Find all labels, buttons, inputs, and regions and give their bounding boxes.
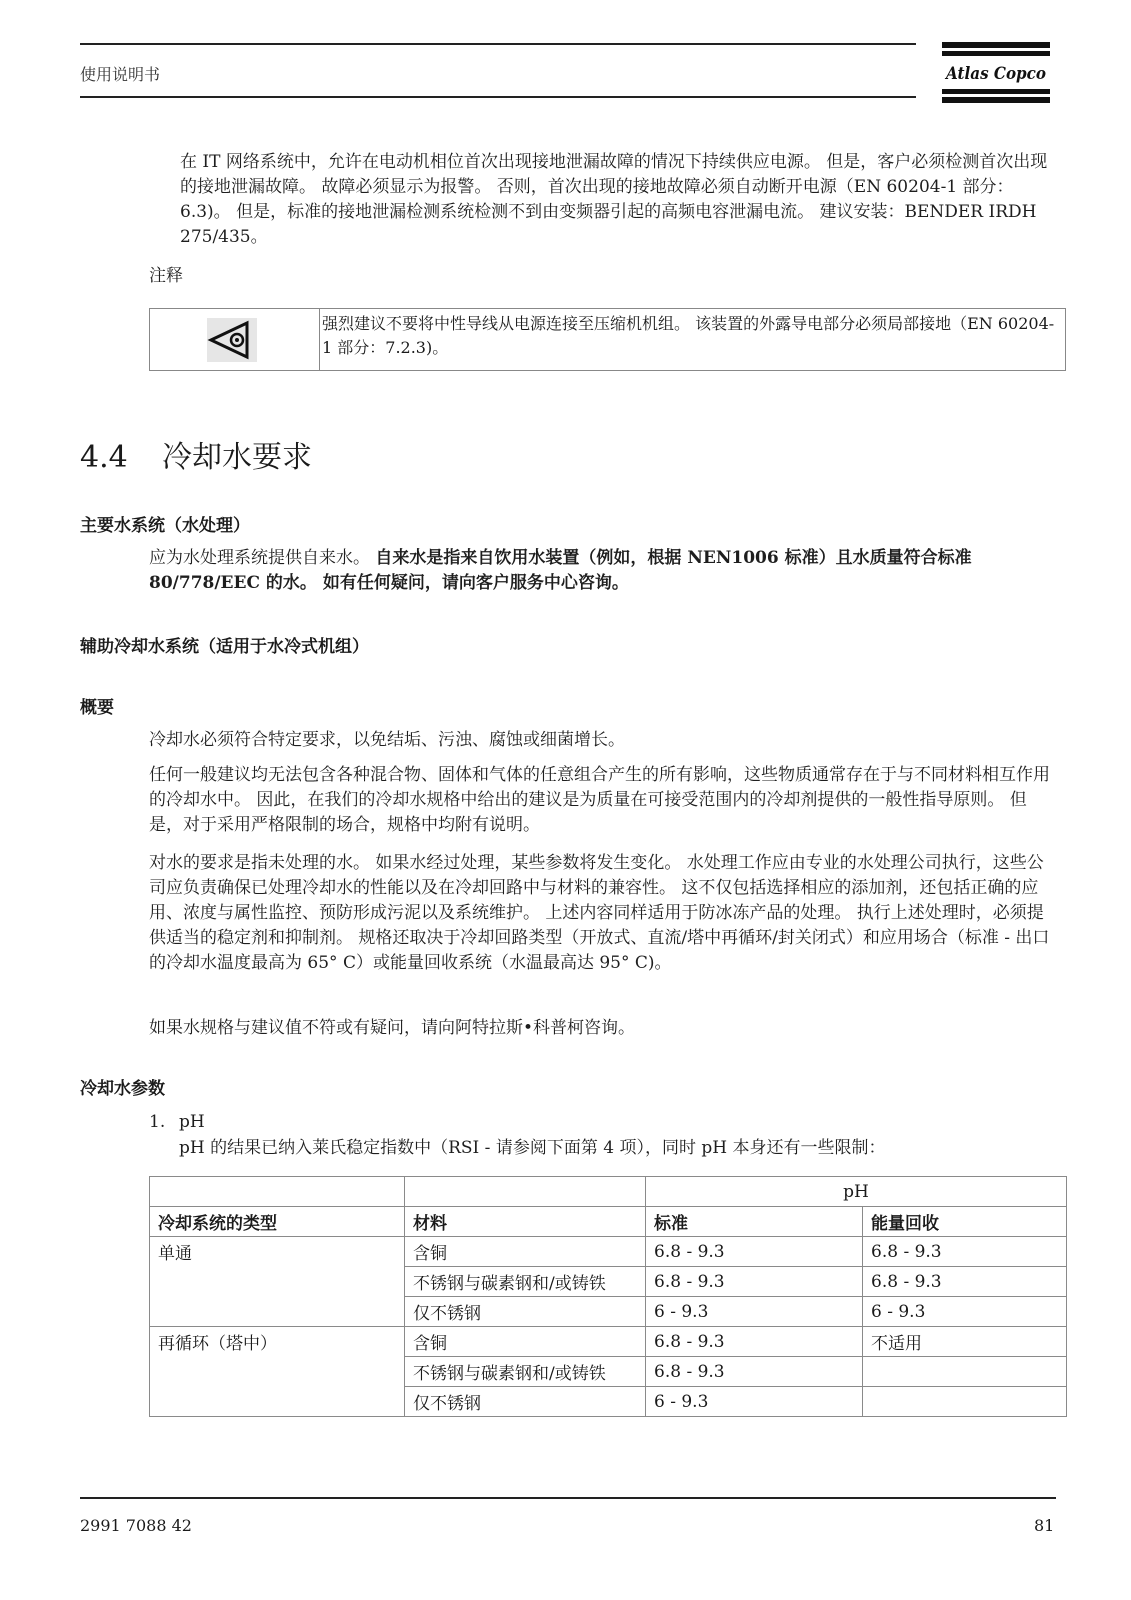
- recovery-cell: 不适用: [863, 1327, 1067, 1357]
- recovery-cell: [863, 1357, 1067, 1387]
- standard-cell: 6 - 9.3: [646, 1297, 863, 1327]
- header-bottom-rule: [80, 96, 916, 98]
- main-water-text: 应为水处理系统提供自来水。: [149, 548, 376, 568]
- overview-heading: 概要: [80, 698, 114, 718]
- standard-cell: 6 - 9.3: [646, 1387, 863, 1417]
- aux-water-heading: 辅助冷却水系统（适用于水冷式机组）: [80, 637, 369, 657]
- table-row: [150, 1237, 1067, 1267]
- recovery-cell: 6.8 - 9.3: [863, 1267, 1067, 1297]
- material-cell: 不锈钢与碳素钢和/或铸铁: [405, 1357, 646, 1387]
- material-cell: 仅不锈钢: [405, 1387, 646, 1417]
- main-water-bold-text: 自来水是指来自饮用水装置（例如，根据 NEN1006 标准）且水质量符合标准 80/778/EEC 的水。 如有任何疑问，请向客户服务中心咨询。: [149, 548, 972, 593]
- intro-paragraph: 在 IT 网络系统中，允许在电动机相位首次出现接地泄漏故障的情况下持续供应电源。 但是，客户必须检测首次出现的接地泄漏故障。 故障必须显示为报警。 否则，首次出现的接地故障必须自动断开电源（EN 60204-1 部分：6.3)。 但是，标准的接地泄漏检测系统检测不到由变频器引起的高频电容泄漏电流。 建议安装：BENDER IRDH 275/435。: [180, 152, 1048, 247]
- section-title: 冷却水要求: [162, 440, 312, 475]
- table-cell: [150, 1177, 405, 1207]
- overview-paragraph-2: 任何一般建议均无法包含各种混合物、固体和气体的任意组合产生的所有影响，这些物质通常存在于与不同材料相互作用的冷却水中。 因此，在我们的冷却水规格中给出的建议是为质量在可接受范围内的冷却剂提供的一般性指导原则。 但是，对于采用严格限制的场合，规格中均附有说明。: [149, 765, 1050, 835]
- recovery-cell: 6.8 - 9.3: [863, 1237, 1067, 1267]
- eye-note-icon: [207, 318, 257, 362]
- table-row: [150, 1327, 1067, 1357]
- main-water-heading: 主要水系统（水处理）: [80, 516, 250, 536]
- table-cell: [405, 1177, 646, 1207]
- material-cell: 含铜: [405, 1327, 646, 1357]
- overview-paragraph-3: 对水的要求是指未处理的水。 如果水经过处理，某些参数将发生变化。 水处理工作应由专业的水处理公司执行，这些公司应负责确保已处理冷却水的性能以及在冷却回路中与材料的兼容性。 这不仅包括选择相应的添加剂，还包括正确的应用、浓度与属性监控、预防形成污泥以及系统维护。 上述内容同样适用于防冰冻产品的处理。 执行上述处理时，必须提供适当的稳定剂和抑制剂。 规格还取决于冷却回路类型（开放式、直流/塔中再循环/封关闭式）和应用场合（标准 - 出口的冷却水温度最高为 65° C）或能量回收系统（水温最高达 95° C)。: [149, 853, 1050, 973]
- footer-rule: [80, 1497, 1056, 1499]
- table-row: [150, 1297, 1067, 1327]
- material-cell: 不锈钢与碳素钢和/或铸铁: [405, 1267, 646, 1297]
- type-cell: [150, 1297, 405, 1327]
- recovery-cell: 6 - 9.3: [863, 1297, 1067, 1327]
- section-number: 4.4: [80, 440, 128, 475]
- type-cell: [150, 1267, 405, 1297]
- list-item-title: pH: [179, 1112, 205, 1132]
- column-header-material: 材料: [405, 1207, 646, 1237]
- table-row: [150, 1357, 1067, 1387]
- note-icon-cell: [150, 309, 320, 370]
- note-box: [149, 308, 1066, 371]
- overview-paragraph-1: 冷却水必须符合特定要求，以免结垢、污浊、腐蚀或细菌增长。: [149, 730, 625, 750]
- type-cell: 再循环（塔中）: [150, 1327, 405, 1357]
- recovery-cell: [863, 1387, 1067, 1417]
- params-heading: 冷却水参数: [80, 1079, 165, 1099]
- type-cell: 单通: [150, 1237, 405, 1267]
- type-cell: [150, 1387, 405, 1417]
- ph-description: pH 的结果已纳入莱氏稳定指数中（RSI - 请参阅下面第 4 项），同时 pH 本身还有一些限制：: [179, 1138, 886, 1158]
- footer-doc-number: 2991 7088 42: [80, 1516, 192, 1535]
- standard-cell: 6.8 - 9.3: [646, 1237, 863, 1267]
- standard-cell: 6.8 - 9.3: [646, 1357, 863, 1387]
- table-row: [150, 1267, 1067, 1297]
- ph-table: [149, 1176, 1067, 1417]
- header-top-rule: [80, 43, 916, 45]
- table-header-row: [150, 1207, 1067, 1237]
- section-heading: [80, 432, 312, 476]
- column-header-recovery: 能量回收: [863, 1207, 1067, 1237]
- svg-text:Atlas Copco: Atlas Copco: [944, 64, 1046, 84]
- material-cell: 仅不锈钢: [405, 1297, 646, 1327]
- ph-group-header: pH: [646, 1177, 1067, 1207]
- table-group-header-row: [150, 1177, 1067, 1207]
- table-row: [150, 1387, 1067, 1417]
- atlas-copco-logo: [942, 42, 1050, 104]
- column-header-standard: 标准: [646, 1207, 863, 1237]
- material-cell: 含铜: [405, 1237, 646, 1267]
- overview-paragraph-4: 如果水规格与建议值不符或有疑问，请向阿特拉斯•科普柯咨询。: [149, 1018, 636, 1038]
- standard-cell: 6.8 - 9.3: [646, 1327, 863, 1357]
- standard-cell: 6.8 - 9.3: [646, 1267, 863, 1297]
- main-water-paragraph: [149, 546, 1055, 596]
- ph-list-item: [149, 1110, 1055, 1135]
- note-text: 强烈建议不要将中性导线从电源连接至压缩机机组。 该装置的外露导电部分必须局部接地（EN 60204-1 部分：7.2.3)。: [322, 314, 1055, 357]
- footer-page-number: 81: [1034, 1516, 1055, 1535]
- column-header-type: 冷却系统的类型: [150, 1207, 405, 1237]
- note-label: 注释: [149, 266, 183, 286]
- type-cell: [150, 1357, 405, 1387]
- list-number: 1.: [149, 1112, 166, 1132]
- header-title: 使用说明书: [80, 65, 161, 84]
